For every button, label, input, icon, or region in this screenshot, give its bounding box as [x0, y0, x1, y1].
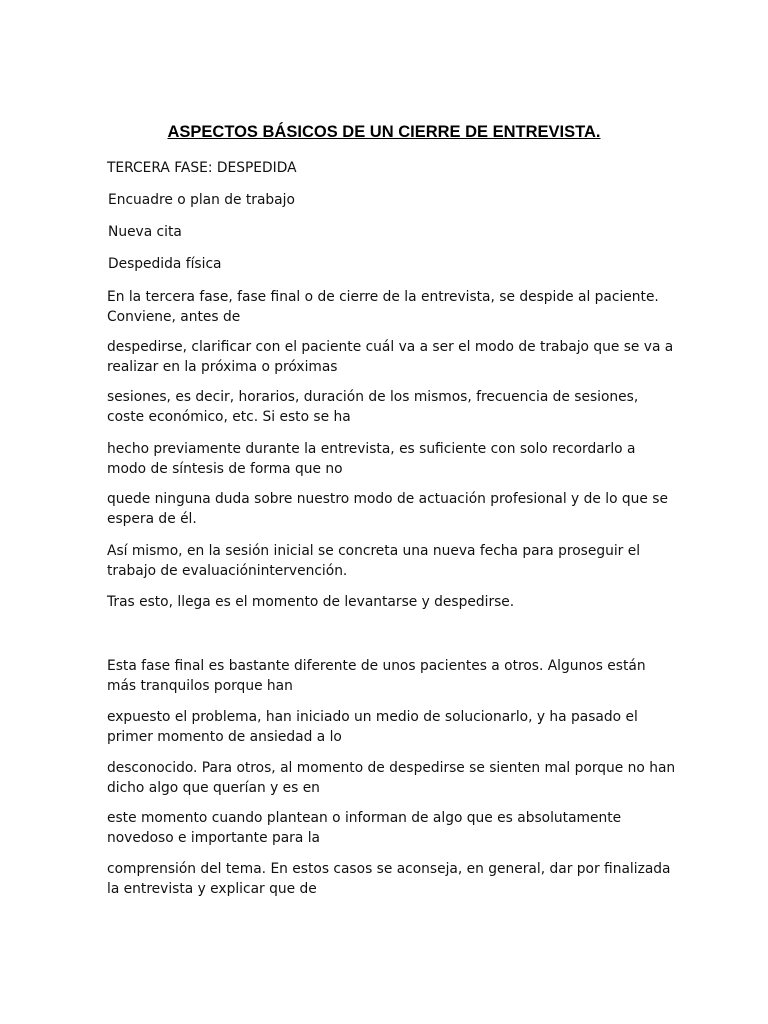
paragraph: Así mismo, en la sesión inicial se concreta una nueva fecha para proseguir el trabajo de evaluaciónintervención. — [107, 543, 641, 579]
paragraph: quede ninguna duda sobre nuestro modo de actuación profesional y de lo que se espera de él. — [107, 491, 668, 527]
paragraph: despedirse, clarificar con el paciente cuál va a ser el modo de trabajo que se va a realizar en la próxima o próximas — [107, 339, 674, 375]
list-item: Encuadre o plan de trabajo — [108, 192, 295, 208]
paragraph: Tras esto, llega es el momento de levantarse y despedirse. — [107, 594, 515, 610]
paragraph: sesiones, es decir, horarios, duración de los mismos, frecuencia de sesiones, coste económico, etc. Si esto se ha — [107, 389, 639, 425]
paragraph: comprensión del tema. En estos casos se aconseja, en general, dar por finalizada la entrevista y explicar que de — [107, 861, 671, 897]
paragraph: hecho previamente durante la entrevista, es suficiente con solo recordarlo a modo de síntesis de forma que no — [107, 441, 636, 477]
paragraph: desconocido. Para otros, al momento de despedirse se sienten mal porque no han dicho algo que querían y es en — [107, 760, 676, 796]
paragraph: En la tercera fase, fase final o de cierre de la entrevista, se despide al paciente. Conviene, antes de — [107, 289, 659, 325]
paragraph: Esta fase final es bastante diferente de unos pacientes a otros. Algunos están más tranquilos porque han — [107, 658, 646, 694]
paragraph: este momento cuando plantean o informan de algo que es absolutamente novedoso e importante para la — [107, 810, 622, 846]
document-title: ASPECTOS BÁSICOS DE UN CIERRE DE ENTREVISTA. — [167, 123, 601, 141]
list-item: Nueva cita — [108, 224, 182, 240]
section-heading: TERCERA FASE: DESPEDIDA — [107, 160, 297, 176]
paragraph: expuesto el problema, han iniciado un medio de solucionarlo, y ha pasado el primer momento de ansiedad a lo — [107, 709, 638, 745]
list-item: Despedida física — [108, 256, 222, 272]
